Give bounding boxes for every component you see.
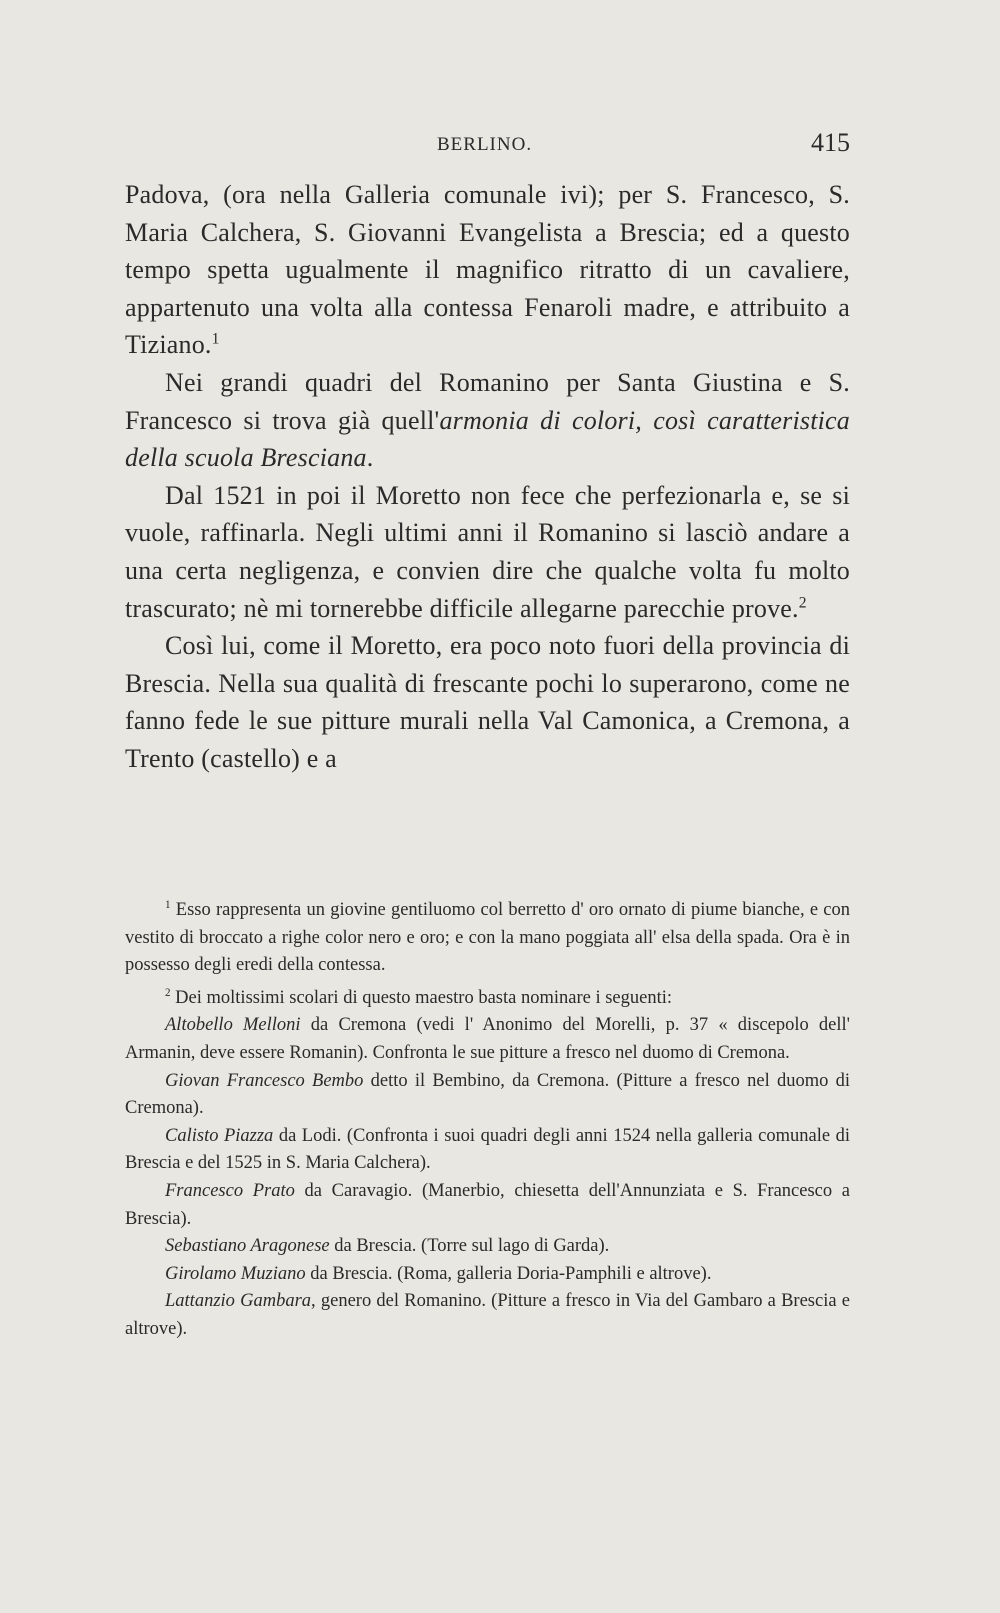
scholar-name: Altobello Melloni <box>165 1015 301 1036</box>
main-text <box>125 176 850 778</box>
footnote-number: 2 <box>165 986 171 999</box>
scholar-entry: Lattanzio Gambara, genero del Romanino. (Pitture a fresco in Via del Gambaro a Brescia e altrove). <box>125 1291 850 1339</box>
scholar-name: Calisto Piazza <box>165 1125 274 1146</box>
paragraph: Padova, (ora nella Galleria comunale ivi); per S. Francesco, S. Maria Calchera, S. Giovanni Evangelista a Brescia; ed a questo tempo spetta ugualmente il magnifico ritratto di un cavaliere, appartenuto una volta alla contessa Fenaroli madre, e attribuito a Tiziano.$^1$ <box>125 180 850 360</box>
paragraph: Dal 1521 in poi il Moretto non fece che perfezionarla e, se si vuole, raffinarla. Negli ultimi anni il Romanino si lasciò andare a una certa negligenza, e convien dire che qualche volta fu molto trascurato; nè mi tornerebbe difficile allegarne parecchie prove.$^2$ <box>125 480 850 623</box>
paragraph: Nei grandi quadri del Romanino per Santa Giustina e S. Francesco si trova già quell'armonia di colori, così caratteristica della scuola Bresciana. <box>125 367 850 473</box>
scholar-entry: Sebastiano Aragonese da Brescia. (Torre sul lago di Garda). <box>165 1236 610 1257</box>
scholar-entry: Giovan Francesco Bembo detto il Bembino, da Cremona. (Pitture a fresco nel duomo di Cremona). <box>125 1070 850 1119</box>
page-header <box>125 128 850 164</box>
scholar-entry: Altobello Melloni da Cremona (vedi l' Anonimo del Morelli, p. 37 « discepolo dell' Armanin, deve essere Romanin). Confronta le sue pitture a fresco nel duomo di Cremona. <box>125 1015 850 1063</box>
scholar-entry: Francesco Prato da Caravagio. (Manerbio, chiesetta dell'Annunziata e S. Francesco a Brescia). <box>125 1180 850 1229</box>
scholar-name: Francesco Prato <box>165 1180 295 1201</box>
scholar-entry: Calisto Piazza da Lodi. (Confronta i suoi quadri degli anni 1524 nella galleria comunale di Brescia e del 1525 in S. Maria Calchera). <box>125 1125 850 1174</box>
footnote-ref: 1 <box>211 330 220 348</box>
scholar-entry: Girolamo Muziano da Brescia. (Roma, galleria Doria-Pamphili e altrove). <box>165 1263 712 1284</box>
scholar-name: Sebastiano Aragonese <box>165 1236 330 1257</box>
footnotes <box>125 897 850 1344</box>
scholar-name: Lattanzio Gambara <box>165 1291 312 1312</box>
footnote-ref: 2 <box>798 593 807 611</box>
paragraph: Così lui, come il Moretto, era poco noto fuori della provincia di Brescia. Nella sua qualità di frescante pochi lo superarono, come ne fanno fede le sue pitture murali nella Val Camonica, a Cremona, a Trento (castello) e a <box>125 631 850 773</box>
footnote-number: 1 <box>165 898 171 911</box>
footnote-2: $^2$ Dei moltissimi scolari di questo maestro basta nominare i seguenti: <box>165 986 673 1008</box>
italic-quote: armonia di colori, così caratteristica della scuola Bresciana <box>125 405 850 473</box>
page-number: 415 <box>811 128 850 157</box>
footnote-1: $^1$ Esso rappresenta un giovine gentiluomo col berretto d' oro ornato di piume bianche, e con vestito di broccato a righe color nero e oro; e con la mano poggiata all' elsa della spada. Ora è in possesso degli eredi della contessa. <box>125 898 850 976</box>
scholar-name: Giovan Francesco Bembo <box>165 1070 364 1091</box>
running-head: BERLINO. <box>437 134 533 155</box>
scholar-name: Girolamo Muziano <box>165 1263 306 1284</box>
